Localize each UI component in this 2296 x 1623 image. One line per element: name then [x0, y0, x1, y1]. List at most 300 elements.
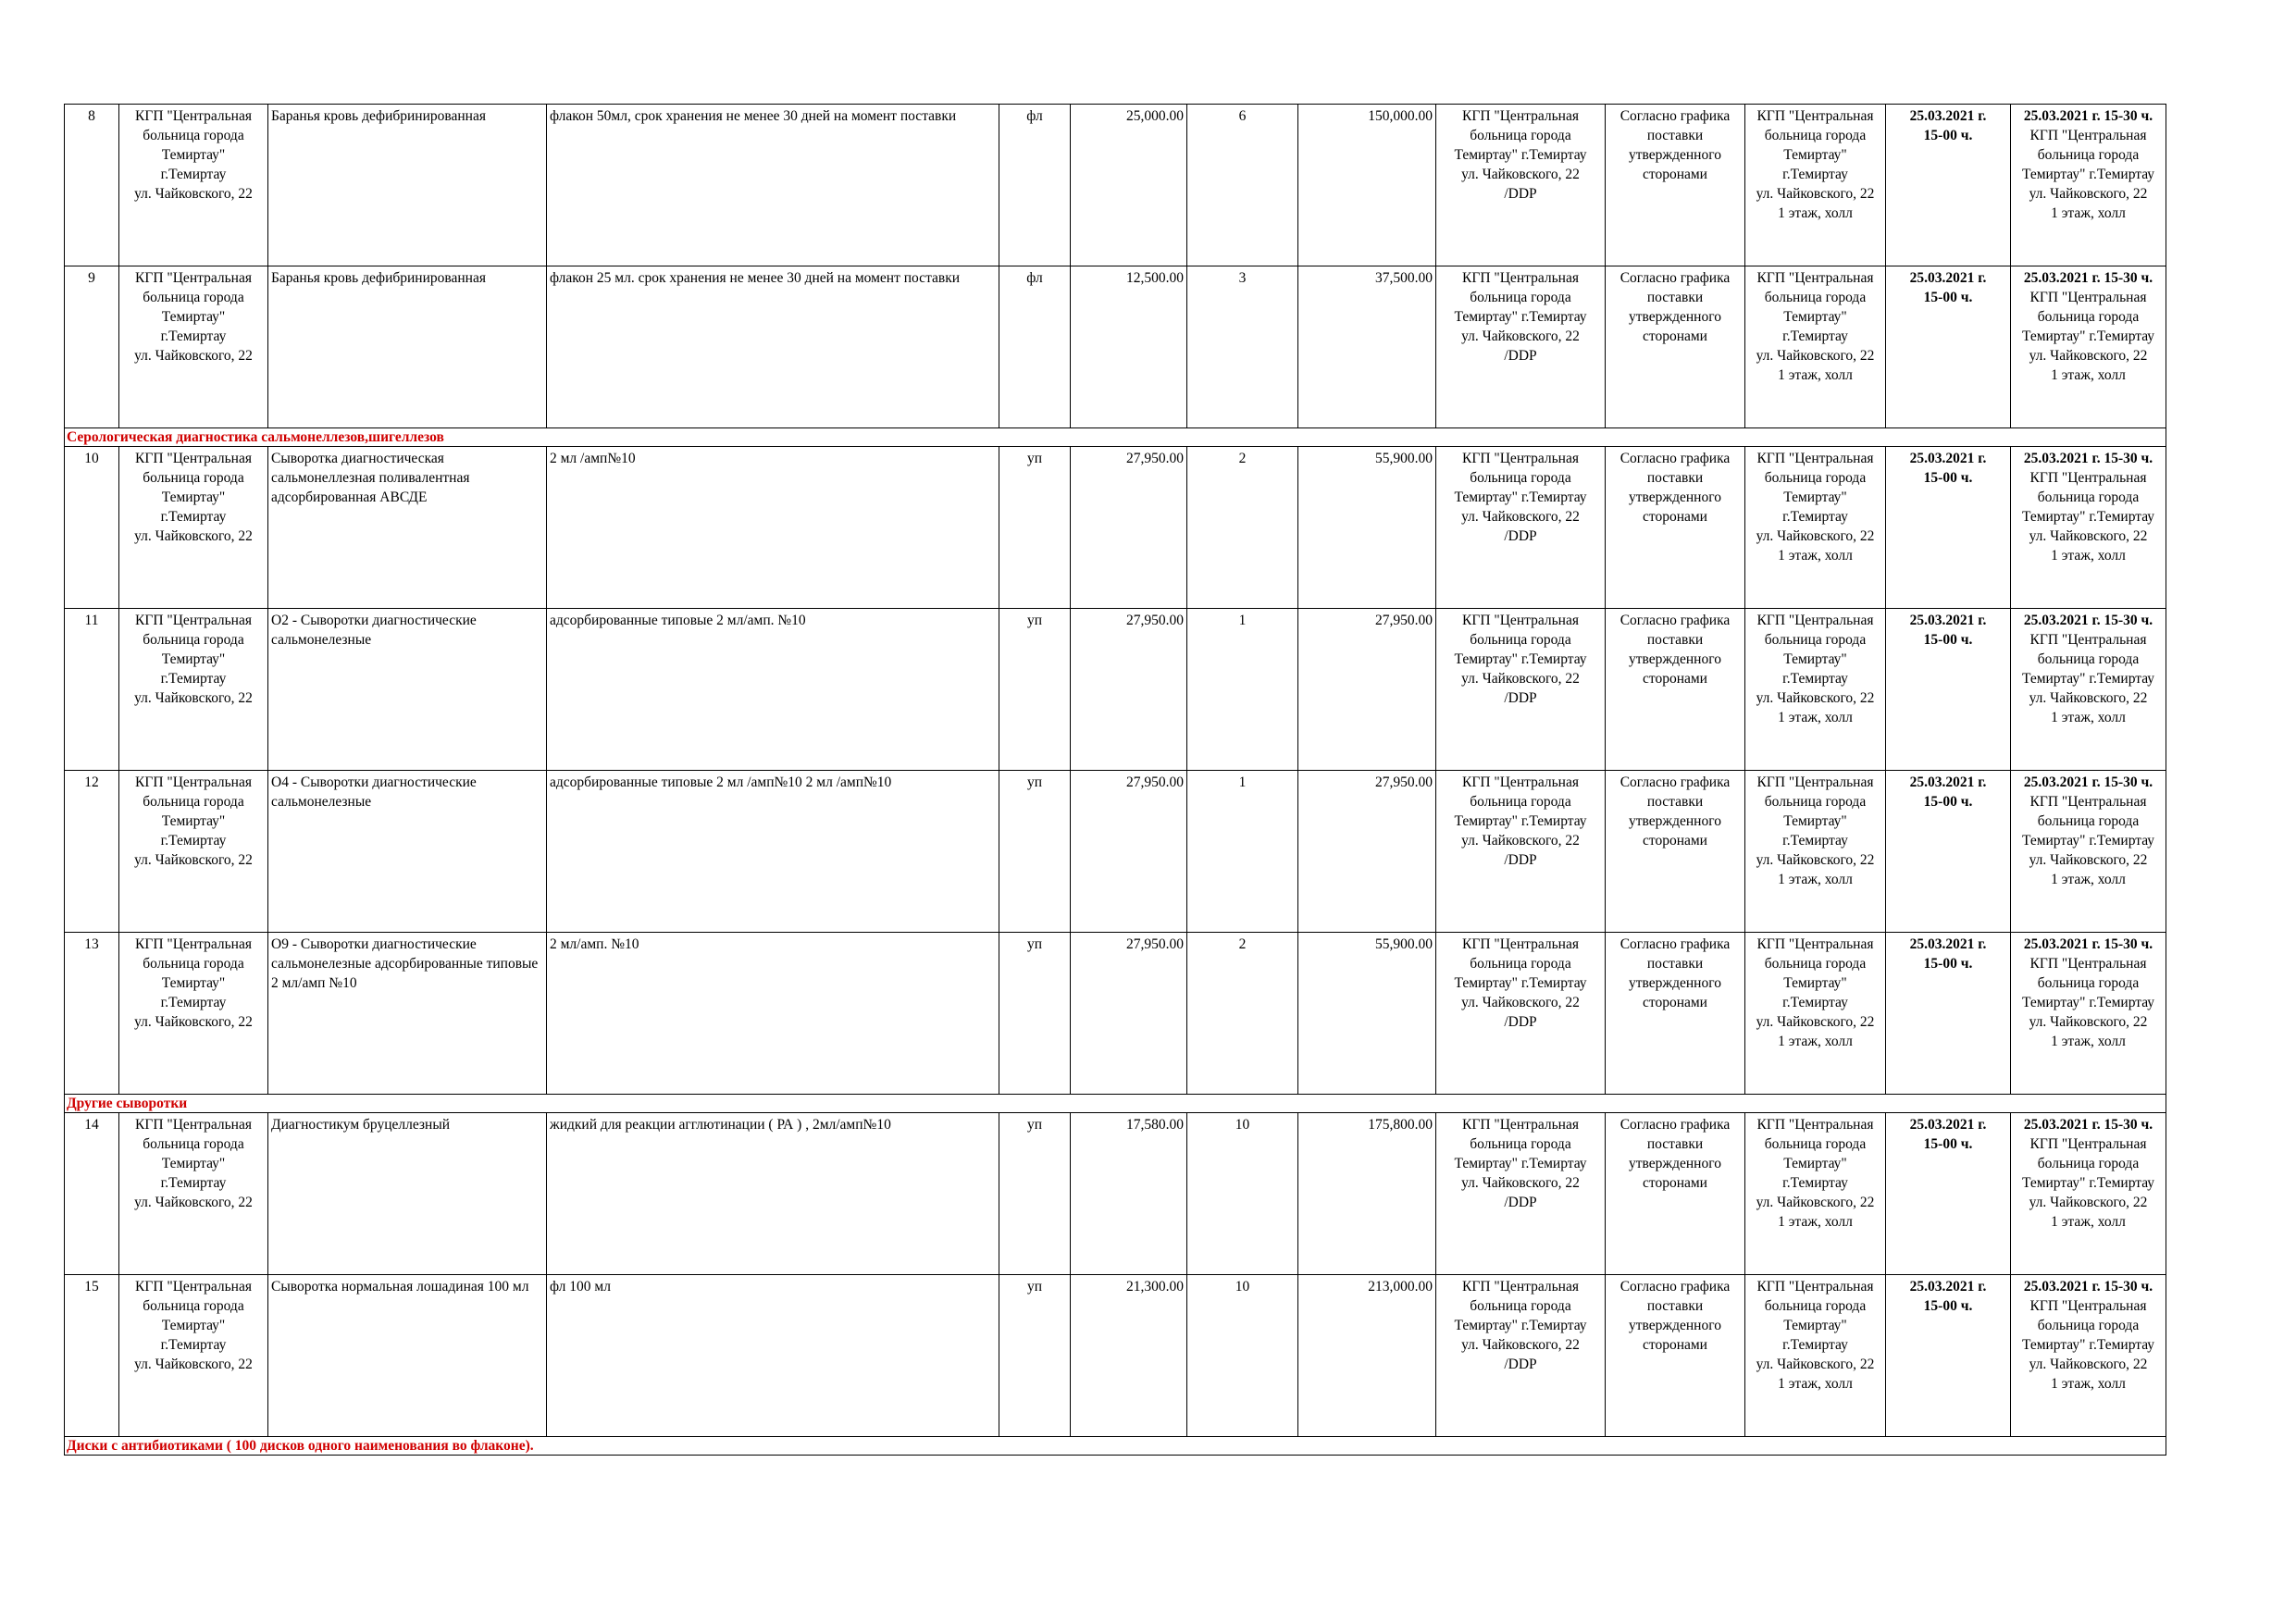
- customer-line: КГП "Центральная: [135, 108, 252, 124]
- delivery-term-line: утвержденного: [1629, 309, 1721, 325]
- delivery-term-cell: [1606, 105, 1745, 266]
- opening-line: ул. Чайковского, 22: [2029, 1195, 2148, 1210]
- delivery-term-line: сторонами: [1643, 1337, 1707, 1353]
- delivery-term-cell: [1606, 771, 1745, 933]
- total-sum-cell: 27,950.00: [1298, 771, 1436, 933]
- submission-deadline-line: 15-00 ч.: [1923, 956, 1973, 972]
- submission-place-line: 1 этаж, холл: [1778, 710, 1853, 725]
- submission-deadline-cell: [1886, 447, 2011, 609]
- submission-place-line: 1 этаж, холл: [1778, 367, 1853, 383]
- delivery-term-line: поставки: [1646, 128, 1704, 143]
- submission-place-line: г.Темиртау: [1782, 671, 1848, 687]
- row-number: 13: [65, 933, 119, 1095]
- customer-line: больница города: [143, 128, 244, 143]
- submission-deadline-cell: [1886, 266, 2011, 428]
- submission-deadline-cell: [1886, 933, 2011, 1095]
- customer-line: г.Темиртау: [160, 328, 227, 344]
- opening-line: больница города: [2037, 147, 2140, 163]
- delivery-term-line: утвержденного: [1629, 975, 1721, 991]
- submission-place-cell: [1745, 933, 1886, 1095]
- submission-deadline-line: 15-00 ч.: [1923, 794, 1973, 810]
- submission-deadline-line: 25.03.2021 г.: [1909, 1279, 1987, 1295]
- delivery-term-line: сторонами: [1643, 509, 1707, 525]
- opening-line: Темиртау" г.Темиртау: [2021, 995, 2155, 1010]
- customer-line: г.Темиртау: [160, 167, 227, 182]
- opening-line: Темиртау" г.Темиртау: [2021, 1175, 2155, 1191]
- unit-price-cell: 27,950.00: [1071, 447, 1187, 609]
- customer-line: больница города: [143, 632, 244, 648]
- item-name-cell: Сыворотка диагностическая сальмонеллезная поливалентная адсорбированная АВСДЕ: [268, 447, 547, 609]
- item-description-cell: жидкий для реакции агглютинации ( РА ) , 2мл/амп№10: [547, 1113, 999, 1275]
- customer-line: больница города: [143, 1298, 244, 1314]
- delivery-place-line: ул. Чайковского, 22: [1461, 1337, 1580, 1353]
- delivery-place-cell: [1436, 1113, 1606, 1275]
- row-number: 15: [65, 1275, 119, 1437]
- opening-cell: [2011, 266, 2166, 428]
- opening-line: 1 этаж, холл: [2051, 1214, 2126, 1230]
- customer-cell: [119, 447, 268, 609]
- delivery-term-line: Согласно графика: [1620, 451, 1731, 466]
- opening-line: ул. Чайковского, 22: [2029, 1014, 2148, 1030]
- delivery-place-line: больница города: [1470, 470, 1571, 486]
- customer-line: КГП "Центральная: [135, 1279, 252, 1295]
- item-description-cell: фл 100 мл: [547, 1275, 999, 1437]
- quantity-cell: 2: [1187, 447, 1298, 609]
- customer-line: Темиртау": [161, 1318, 226, 1333]
- submission-deadline-line: 25.03.2021 г.: [1909, 270, 1987, 286]
- opening-line: Темиртау" г.Темиртау: [2021, 833, 2155, 849]
- customer-line: г.Темиртау: [160, 833, 227, 849]
- delivery-term-line: Согласно графика: [1620, 774, 1731, 790]
- opening-line: больница города: [2037, 651, 2140, 667]
- delivery-term-line: утвержденного: [1629, 813, 1721, 829]
- submission-deadline-line: 15-00 ч.: [1923, 290, 1973, 305]
- submission-place-line: ул. Чайковского, 22: [1756, 1014, 1875, 1030]
- delivery-place-line: Темиртау" г.Темиртау: [1454, 147, 1587, 163]
- customer-line: КГП "Центральная: [135, 1117, 252, 1133]
- unit-price-cell: 21,300.00: [1071, 1275, 1187, 1437]
- delivery-place-line: больница города: [1470, 1298, 1571, 1314]
- section-header-row: [65, 1437, 2166, 1456]
- quantity-cell: 2: [1187, 933, 1298, 1095]
- delivery-place-cell: [1436, 609, 1606, 771]
- opening-cell: [2011, 447, 2166, 609]
- opening-line: КГП "Центральная: [2029, 470, 2147, 486]
- submission-place-line: ул. Чайковского, 22: [1756, 690, 1875, 706]
- section-title: Диски с антибиотиками ( 100 дисков одного наименования во флаконе).: [65, 1437, 2166, 1456]
- opening-line: 25.03.2021 г. 15-30 ч.: [2023, 613, 2153, 628]
- submission-place-line: Темиртау": [1783, 1156, 1847, 1171]
- table-row: [65, 609, 2166, 771]
- opening-line: КГП "Центральная: [2029, 290, 2147, 305]
- delivery-place-line: ул. Чайковского, 22: [1461, 833, 1580, 849]
- total-sum-cell: 175,800.00: [1298, 1113, 1436, 1275]
- opening-line: больница города: [2037, 813, 2140, 829]
- delivery-place-line: больница города: [1470, 290, 1571, 305]
- item-name-cell: О9 - Сыворотки диагностические сальмонелезные адсорбированные типовые 2 мл/амп №10: [268, 933, 547, 1095]
- table-row: [65, 105, 2166, 266]
- quantity-cell: 3: [1187, 266, 1298, 428]
- submission-place-cell: [1745, 105, 1886, 266]
- opening-line: 25.03.2021 г. 15-30 ч.: [2023, 1117, 2153, 1133]
- unit-cell: уп: [999, 933, 1071, 1095]
- delivery-place-cell: [1436, 266, 1606, 428]
- item-description-cell: 2 мл/амп. №10: [547, 933, 999, 1095]
- customer-cell: [119, 105, 268, 266]
- customer-line: КГП "Центральная: [135, 936, 252, 952]
- delivery-term-cell: [1606, 609, 1745, 771]
- opening-line: 1 этаж, холл: [2051, 872, 2126, 887]
- section-header-row: [65, 1095, 2166, 1113]
- item-name-cell: Диагностикум бруцеллезный: [268, 1113, 547, 1275]
- delivery-place-cell: [1436, 105, 1606, 266]
- opening-line: Темиртау" г.Темиртау: [2021, 509, 2155, 525]
- opening-line: 1 этаж, холл: [2051, 367, 2126, 383]
- delivery-place-line: Темиртау" г.Темиртау: [1454, 309, 1587, 325]
- opening-line: 25.03.2021 г. 15-30 ч.: [2023, 451, 2153, 466]
- delivery-term-line: сторонами: [1643, 328, 1707, 344]
- submission-deadline-line: 25.03.2021 г.: [1909, 613, 1987, 628]
- submission-deadline-cell: [1886, 1113, 2011, 1275]
- delivery-place-line: КГП "Центральная: [1462, 613, 1579, 628]
- unit-cell: уп: [999, 771, 1071, 933]
- submission-place-line: г.Темиртау: [1782, 167, 1848, 182]
- customer-line: ул. Чайковского, 22: [134, 1195, 253, 1210]
- delivery-place-line: /DDP: [1504, 1357, 1537, 1372]
- submission-place-line: КГП "Центральная: [1756, 451, 1874, 466]
- submission-place-line: Темиртау": [1783, 813, 1847, 829]
- opening-line: больница города: [2037, 975, 2140, 991]
- quantity-cell: 1: [1187, 609, 1298, 771]
- delivery-place-line: Темиртау" г.Темиртау: [1454, 975, 1587, 991]
- submission-deadline-line: 25.03.2021 г.: [1909, 1117, 1987, 1133]
- customer-cell: [119, 1275, 268, 1437]
- delivery-place-line: ул. Чайковского, 22: [1461, 167, 1580, 182]
- customer-line: г.Темиртау: [160, 671, 227, 687]
- item-name-cell: Баранья кровь дефибринированная: [268, 266, 547, 428]
- total-sum-cell: 55,900.00: [1298, 447, 1436, 609]
- submission-place-line: Темиртау": [1783, 309, 1847, 325]
- delivery-place-line: Темиртау" г.Темиртау: [1454, 813, 1587, 829]
- opening-line: ул. Чайковского, 22: [2029, 186, 2148, 202]
- submission-place-line: г.Темиртау: [1782, 833, 1848, 849]
- customer-line: больница города: [143, 956, 244, 972]
- submission-place-line: ул. Чайковского, 22: [1756, 348, 1875, 364]
- delivery-term-line: Согласно графика: [1620, 270, 1731, 286]
- opening-cell: [2011, 933, 2166, 1095]
- customer-cell: [119, 771, 268, 933]
- delivery-place-cell: [1436, 771, 1606, 933]
- submission-deadline-line: 15-00 ч.: [1923, 128, 1973, 143]
- table-row: [65, 447, 2166, 609]
- opening-line: ул. Чайковского, 22: [2029, 348, 2148, 364]
- submission-place-cell: [1745, 771, 1886, 933]
- delivery-term-line: поставки: [1646, 1298, 1704, 1314]
- delivery-place-line: ул. Чайковского, 22: [1461, 509, 1580, 525]
- delivery-term-line: Согласно графика: [1620, 1279, 1731, 1295]
- delivery-place-line: ул. Чайковского, 22: [1461, 328, 1580, 344]
- customer-line: Темиртау": [161, 813, 226, 829]
- opening-cell: [2011, 1275, 2166, 1437]
- delivery-place-line: /DDP: [1504, 1014, 1537, 1030]
- submission-place-line: Темиртау": [1783, 651, 1847, 667]
- submission-deadline-cell: [1886, 771, 2011, 933]
- customer-line: г.Темиртау: [160, 995, 227, 1010]
- unit-price-cell: 27,950.00: [1071, 771, 1187, 933]
- submission-deadline-cell: [1886, 105, 2011, 266]
- delivery-place-line: КГП "Центральная: [1462, 774, 1579, 790]
- row-number: 8: [65, 105, 119, 266]
- item-description-cell: адсорбированные типовые 2 мл/амп. №10: [547, 609, 999, 771]
- opening-line: 1 этаж, холл: [2051, 1034, 2126, 1049]
- delivery-place-line: КГП "Центральная: [1462, 451, 1579, 466]
- submission-place-line: больница города: [1764, 128, 1867, 143]
- opening-cell: [2011, 1113, 2166, 1275]
- submission-place-line: г.Темиртау: [1782, 1175, 1848, 1191]
- item-description-cell: адсорбированные типовые 2 мл /амп№10 2 мл /амп№10: [547, 771, 999, 933]
- customer-line: ул. Чайковского, 22: [134, 1014, 253, 1030]
- opening-line: ул. Чайковского, 22: [2029, 528, 2148, 544]
- submission-place-line: КГП "Центральная: [1756, 1117, 1874, 1133]
- quantity-cell: 6: [1187, 105, 1298, 266]
- delivery-term-line: сторонами: [1643, 167, 1707, 182]
- delivery-place-line: Темиртау" г.Темиртау: [1454, 1156, 1587, 1171]
- opening-line: КГП "Центральная: [2029, 1298, 2147, 1314]
- delivery-place-line: /DDP: [1504, 1195, 1537, 1210]
- delivery-place-line: /DDP: [1504, 186, 1537, 202]
- delivery-place-line: больница города: [1470, 794, 1571, 810]
- submission-deadline-line: 25.03.2021 г.: [1909, 451, 1987, 466]
- submission-place-line: КГП "Центральная: [1756, 936, 1874, 952]
- submission-place-line: больница города: [1764, 470, 1867, 486]
- opening-line: Темиртау" г.Темиртау: [2021, 671, 2155, 687]
- submission-place-cell: [1745, 1113, 1886, 1275]
- customer-line: ул. Чайковского, 22: [134, 348, 253, 364]
- submission-place-cell: [1745, 609, 1886, 771]
- delivery-term-line: Согласно графика: [1620, 936, 1731, 952]
- quantity-cell: 1: [1187, 771, 1298, 933]
- customer-line: г.Темиртау: [160, 1337, 227, 1353]
- submission-place-line: 1 этаж, холл: [1778, 1214, 1853, 1230]
- row-number: 9: [65, 266, 119, 428]
- opening-line: Темиртау" г.Темиртау: [2021, 1337, 2155, 1353]
- submission-place-line: ул. Чайковского, 22: [1756, 528, 1875, 544]
- submission-deadline-line: 25.03.2021 г.: [1909, 108, 1987, 124]
- submission-place-line: г.Темиртау: [1782, 509, 1848, 525]
- customer-line: Темиртау": [161, 309, 226, 325]
- customer-line: ул. Чайковского, 22: [134, 1357, 253, 1372]
- delivery-place-line: КГП "Центральная: [1462, 1279, 1579, 1295]
- procurement-table: [64, 104, 2166, 1456]
- total-sum-cell: 55,900.00: [1298, 933, 1436, 1095]
- delivery-place-line: больница города: [1470, 1136, 1571, 1152]
- submission-place-line: 1 этаж, холл: [1778, 205, 1853, 221]
- customer-line: Темиртау": [161, 489, 226, 505]
- customer-line: ул. Чайковского, 22: [134, 528, 253, 544]
- opening-line: Темиртау" г.Темиртау: [2021, 167, 2155, 182]
- submission-place-line: 1 этаж, холл: [1778, 1034, 1853, 1049]
- delivery-place-line: КГП "Центральная: [1462, 1117, 1579, 1133]
- opening-cell: [2011, 105, 2166, 266]
- delivery-place-line: /DDP: [1504, 690, 1537, 706]
- opening-line: 25.03.2021 г. 15-30 ч.: [2023, 270, 2153, 286]
- section-title: Серологическая диагностика сальмонеллезов,шигеллезов: [65, 428, 2166, 447]
- delivery-place-cell: [1436, 933, 1606, 1095]
- opening-line: КГП "Центральная: [2029, 128, 2147, 143]
- delivery-place-line: Темиртау" г.Темиртау: [1454, 1318, 1587, 1333]
- customer-line: ул. Чайковского, 22: [134, 690, 253, 706]
- unit-cell: уп: [999, 609, 1071, 771]
- submission-place-line: больница города: [1764, 290, 1867, 305]
- item-name-cell: О4 - Сыворотки диагностические сальмонелезные: [268, 771, 547, 933]
- opening-line: больница города: [2037, 1156, 2140, 1171]
- unit-cell: уп: [999, 1275, 1071, 1437]
- submission-place-line: больница города: [1764, 794, 1867, 810]
- submission-deadline-line: 15-00 ч.: [1923, 470, 1973, 486]
- submission-place-line: 1 этаж, холл: [1778, 548, 1853, 564]
- submission-place-line: г.Темиртау: [1782, 1337, 1848, 1353]
- item-name-cell: Баранья кровь дефибринированная: [268, 105, 547, 266]
- opening-line: 25.03.2021 г. 15-30 ч.: [2023, 774, 2153, 790]
- customer-line: КГП "Центральная: [135, 451, 252, 466]
- table-row: [65, 266, 2166, 428]
- submission-place-line: ул. Чайковского, 22: [1756, 1357, 1875, 1372]
- delivery-term-cell: [1606, 266, 1745, 428]
- unit-price-cell: 27,950.00: [1071, 933, 1187, 1095]
- customer-line: КГП "Центральная: [135, 613, 252, 628]
- opening-line: больница города: [2037, 489, 2140, 505]
- customer-cell: [119, 933, 268, 1095]
- delivery-term-cell: [1606, 933, 1745, 1095]
- submission-place-line: ул. Чайковского, 22: [1756, 186, 1875, 202]
- customer-cell: [119, 1113, 268, 1275]
- submission-place-line: КГП "Центральная: [1756, 108, 1874, 124]
- submission-place-line: КГП "Центральная: [1756, 613, 1874, 628]
- row-number: 10: [65, 447, 119, 609]
- submission-deadline-line: 15-00 ч.: [1923, 1298, 1973, 1314]
- delivery-term-line: поставки: [1646, 794, 1704, 810]
- submission-deadline-cell: [1886, 1275, 2011, 1437]
- submission-place-line: Темиртау": [1783, 147, 1847, 163]
- delivery-term-line: Согласно графика: [1620, 613, 1731, 628]
- delivery-term-line: утвержденного: [1629, 1318, 1721, 1333]
- opening-cell: [2011, 771, 2166, 933]
- customer-line: Темиртау": [161, 147, 226, 163]
- customer-line: Темиртау": [161, 651, 226, 667]
- item-description-cell: 2 мл /амп№10: [547, 447, 999, 609]
- delivery-place-line: КГП "Центральная: [1462, 108, 1579, 124]
- submission-deadline-line: 25.03.2021 г.: [1909, 774, 1987, 790]
- delivery-term-line: сторонами: [1643, 671, 1707, 687]
- delivery-place-cell: [1436, 1275, 1606, 1437]
- submission-place-line: КГП "Центральная: [1756, 774, 1874, 790]
- submission-place-cell: [1745, 447, 1886, 609]
- delivery-term-line: поставки: [1646, 290, 1704, 305]
- delivery-term-line: поставки: [1646, 1136, 1704, 1152]
- submission-place-line: ул. Чайковского, 22: [1756, 852, 1875, 868]
- unit-price-cell: 12,500.00: [1071, 266, 1187, 428]
- delivery-place-line: ул. Чайковского, 22: [1461, 1175, 1580, 1191]
- delivery-place-line: /DDP: [1504, 528, 1537, 544]
- delivery-place-line: КГП "Центральная: [1462, 936, 1579, 952]
- submission-deadline-line: 15-00 ч.: [1923, 1136, 1973, 1152]
- unit-cell: фл: [999, 266, 1071, 428]
- delivery-term-line: утвержденного: [1629, 651, 1721, 667]
- unit-price-cell: 25,000.00: [1071, 105, 1187, 266]
- delivery-place-line: Темиртау" г.Темиртау: [1454, 651, 1587, 667]
- total-sum-cell: 27,950.00: [1298, 609, 1436, 771]
- delivery-place-line: больница города: [1470, 956, 1571, 972]
- delivery-term-line: сторонами: [1643, 833, 1707, 849]
- opening-line: ул. Чайковского, 22: [2029, 1357, 2148, 1372]
- delivery-place-line: /DDP: [1504, 348, 1537, 364]
- submission-place-line: г.Темиртау: [1782, 328, 1848, 344]
- delivery-term-line: утвержденного: [1629, 1156, 1721, 1171]
- section-title: Другие сыворотки: [65, 1095, 2166, 1113]
- item-name-cell: Сыворотка нормальная лошадиная 100 мл: [268, 1275, 547, 1437]
- item-description-cell: флакон 25 мл. срок хранения не менее 30 дней на момент поставки: [547, 266, 999, 428]
- opening-line: КГП "Центральная: [2029, 632, 2147, 648]
- submission-place-line: больница города: [1764, 956, 1867, 972]
- delivery-place-line: Темиртау" г.Темиртау: [1454, 489, 1587, 505]
- submission-deadline-line: 25.03.2021 г.: [1909, 936, 1987, 952]
- section-header-row: [65, 428, 2166, 447]
- delivery-term-cell: [1606, 1113, 1745, 1275]
- customer-line: больница города: [143, 794, 244, 810]
- delivery-term-line: поставки: [1646, 632, 1704, 648]
- delivery-place-line: КГП "Центральная: [1462, 270, 1579, 286]
- submission-place-line: 1 этаж, холл: [1778, 872, 1853, 887]
- opening-line: ул. Чайковского, 22: [2029, 852, 2148, 868]
- opening-line: 1 этаж, холл: [2051, 205, 2126, 221]
- delivery-place-line: /DDP: [1504, 852, 1537, 868]
- submission-place-cell: [1745, 266, 1886, 428]
- opening-line: КГП "Центральная: [2029, 794, 2147, 810]
- opening-line: 1 этаж, холл: [2051, 710, 2126, 725]
- submission-place-line: 1 этаж, холл: [1778, 1376, 1853, 1392]
- delivery-term-cell: [1606, 447, 1745, 609]
- table-row: [65, 771, 2166, 933]
- opening-line: 25.03.2021 г. 15-30 ч.: [2023, 1279, 2153, 1295]
- customer-line: больница города: [143, 290, 244, 305]
- delivery-term-line: поставки: [1646, 956, 1704, 972]
- table-row: [65, 1113, 2166, 1275]
- opening-line: 25.03.2021 г. 15-30 ч.: [2023, 936, 2153, 952]
- delivery-place-line: больница города: [1470, 632, 1571, 648]
- delivery-term-line: поставки: [1646, 470, 1704, 486]
- customer-line: больница города: [143, 470, 244, 486]
- delivery-place-line: ул. Чайковского, 22: [1461, 671, 1580, 687]
- row-number: 11: [65, 609, 119, 771]
- submission-place-line: Темиртау": [1783, 489, 1847, 505]
- customer-line: г.Темиртау: [160, 1175, 227, 1191]
- submission-place-line: Темиртау": [1783, 975, 1847, 991]
- customer-line: г.Темиртау: [160, 509, 227, 525]
- table-row: [65, 933, 2166, 1095]
- customer-line: Темиртау": [161, 975, 226, 991]
- delivery-term-line: сторонами: [1643, 1175, 1707, 1191]
- total-sum-cell: 150,000.00: [1298, 105, 1436, 266]
- quantity-cell: 10: [1187, 1275, 1298, 1437]
- opening-line: 1 этаж, холл: [2051, 548, 2126, 564]
- row-number: 12: [65, 771, 119, 933]
- item-name-cell: О2 - Сыворотки диагностические сальмонелезные: [268, 609, 547, 771]
- customer-line: ул. Чайковского, 22: [134, 852, 253, 868]
- submission-place-line: больница города: [1764, 632, 1867, 648]
- opening-line: 1 этаж, холл: [2051, 1376, 2126, 1392]
- unit-price-cell: 27,950.00: [1071, 609, 1187, 771]
- opening-cell: [2011, 609, 2166, 771]
